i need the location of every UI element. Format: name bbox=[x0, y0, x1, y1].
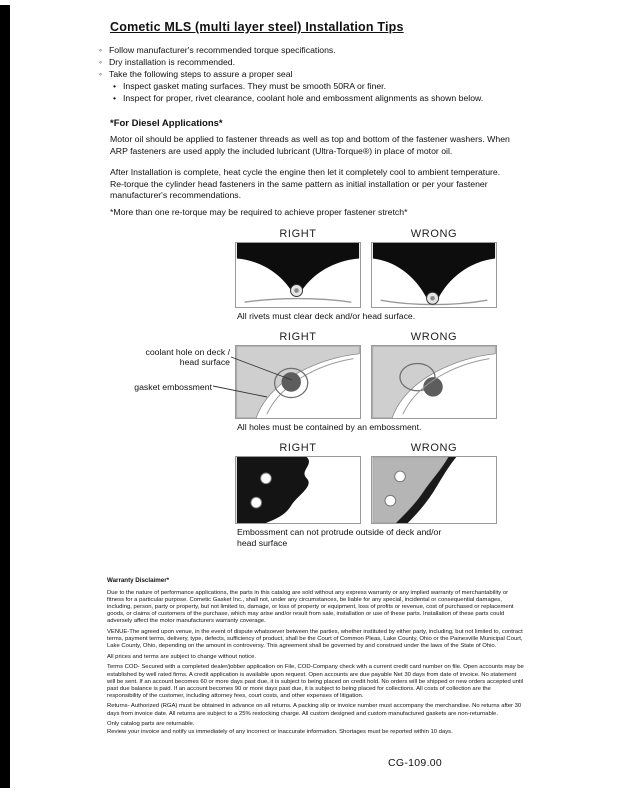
disclaimer-paragraph: Terms COD- Secured with a completed dealer/jobber application on File, COD-Company check with a current credit card number on file. Open accounts may be established by well rated firms. A credit application is available upon request. Open accounts are due payable Net 30 days from date of invoice. No statement will be sent. If an account becomes 60 or more days past due, it is subject to being placed on credit hold. No orders will be shipped or new orders accepted until past due balance is paid. If an account becomes 90 or more days past due, it is subject to being placed for collections. All costs of collection are the responsibility of the customer, including attorney fees, court costs, and other expenses of litigation. bbox=[107, 664, 524, 699]
disclaimer-paragraph: VENUE-The agreed upon venue, in the event of dispute whatsoever between the parties, whether instituted by either party, including, but not limited to, contract terms, payment terms, delivery, type, defects, sufficiency of product, shall be the Court of Common Pleas, Lake County, Ohio or the Painesville Municipal Court, Lake County, Ohio, depending on the amount in controversy. This agreement shall be governed by and construed under the laws of the State of Ohio. bbox=[107, 629, 523, 650]
right-heading: RIGHT bbox=[279, 442, 317, 454]
diagram-caption-holes: All holes must be contained by an embossment. bbox=[237, 422, 422, 432]
tip-sub-item: • Inspect for proper, rivet clearance, coolant hole and embossment alignments as shown below. bbox=[113, 92, 519, 104]
page-title: Cometic MLS (multi layer steel) Installation Tips bbox=[110, 20, 404, 34]
diagram-row-protrusion bbox=[235, 442, 497, 549]
diesel-paragraph-1: Motor oil should be applied to fastener threads as well as top and bottom of the fastener washers. When ARP fasteners are used apply the included lubricant (Ultra-Torque®) in place of motor oil. bbox=[110, 134, 510, 156]
tip-item: ◦ Follow manufacturer's recommended torque specifications. bbox=[99, 44, 519, 56]
right-heading: RIGHT bbox=[279, 331, 317, 343]
warranty-disclaimer bbox=[107, 577, 526, 740]
diagram-section bbox=[134, 228, 497, 558]
tip-item: ◦ Take the following steps to assure a proper seal bbox=[99, 68, 519, 80]
disclaimer-paragraph: All prices and terms are subject to change without notice. bbox=[107, 653, 256, 660]
diagram-caption-protrusion: Embossment can not protrude outside of deck and/or head surface bbox=[237, 527, 442, 548]
embossment-contained-wrong-diagram bbox=[371, 345, 497, 419]
embossment-contained-right-diagram bbox=[235, 345, 361, 419]
installation-tips-sublist bbox=[113, 80, 519, 104]
left-border-bar bbox=[0, 5, 10, 788]
warranty-disclaimer-heading: Warranty Disclaimer* bbox=[107, 577, 170, 584]
diesel-paragraph-2: After Installation is complete, heat cycle the engine then let it completely cool to ambient temperature. Re-torque the cylinder head fasteners in the same pattern as initial installation or per your fastener manufacturer's recommendations. bbox=[110, 167, 501, 200]
wrong-heading: WRONG bbox=[410, 331, 458, 343]
wrong-heading: WRONG bbox=[410, 442, 458, 454]
retorque-note: *More than one re-torque may be required to achieve proper fastener stretch* bbox=[110, 207, 408, 217]
disclaimer-paragraph: Returns- Authorized (RGA) must be obtained in advance on all returns. A packing slip or invoice number must accompany the merchandise. No returns after 30 days from invoice date. All returns are subject to a 25% restocking charge. All custom designed and custom manufactured gaskets are non-returnable. bbox=[107, 703, 522, 717]
catalog-page-code: CG-109.00 bbox=[388, 757, 443, 769]
rivet-clearance-wrong-diagram bbox=[371, 242, 497, 308]
tip-item: ◦ Dry installation is recommended. bbox=[99, 56, 519, 68]
diesel-applications-heading: *For Diesel Applications* bbox=[110, 118, 223, 129]
wrong-heading: WRONG bbox=[410, 228, 458, 240]
disclaimer-paragraph: Review your invoice and notify us immediately of any incorrect or inaccurate information. Shortages must be reported within 10 days. bbox=[107, 729, 453, 736]
diagram-row-rivets bbox=[235, 228, 497, 322]
tip-sub-item: • Inspect gasket mating surfaces. They must be smooth 50RA or finer. bbox=[113, 80, 519, 92]
right-heading: RIGHT bbox=[279, 228, 317, 240]
disclaimer-paragraph: Only catalog parts are returnable. bbox=[107, 721, 195, 728]
gasket-embossment-label: gasket embossment bbox=[134, 382, 212, 392]
diagram-caption-rivets: All rivets must clear deck and/or head surface. bbox=[237, 311, 416, 321]
disclaimer-paragraph: Due to the nature of performance applications, the parts in this catalog are sold without any express warranty or any implied warranty of merchantability or fitness for a particular purpose. Cometic Gasket Inc., shall not, under any circumstances, be liable for any special, incidental or consequential damages, including, person, party or property, but not limited to, damage, or loss of property or equipment, loss of profits or revenue, cost of purchased or replacement goods, or claims of customers of the purchase, which may arise and/or result from sale, installation or use of these parts. Installation of these parts could adversely affect the motor manufacturers warranty coverage. bbox=[107, 590, 514, 625]
rivet-clearance-right-diagram bbox=[235, 242, 361, 308]
diagram-row-holes bbox=[134, 331, 497, 433]
protrusion-right-diagram bbox=[235, 456, 361, 524]
installation-tips-list bbox=[99, 44, 519, 104]
protrusion-wrong-diagram bbox=[371, 456, 497, 524]
coolant-hole-label: coolant hole on deck / head surface bbox=[145, 347, 230, 367]
